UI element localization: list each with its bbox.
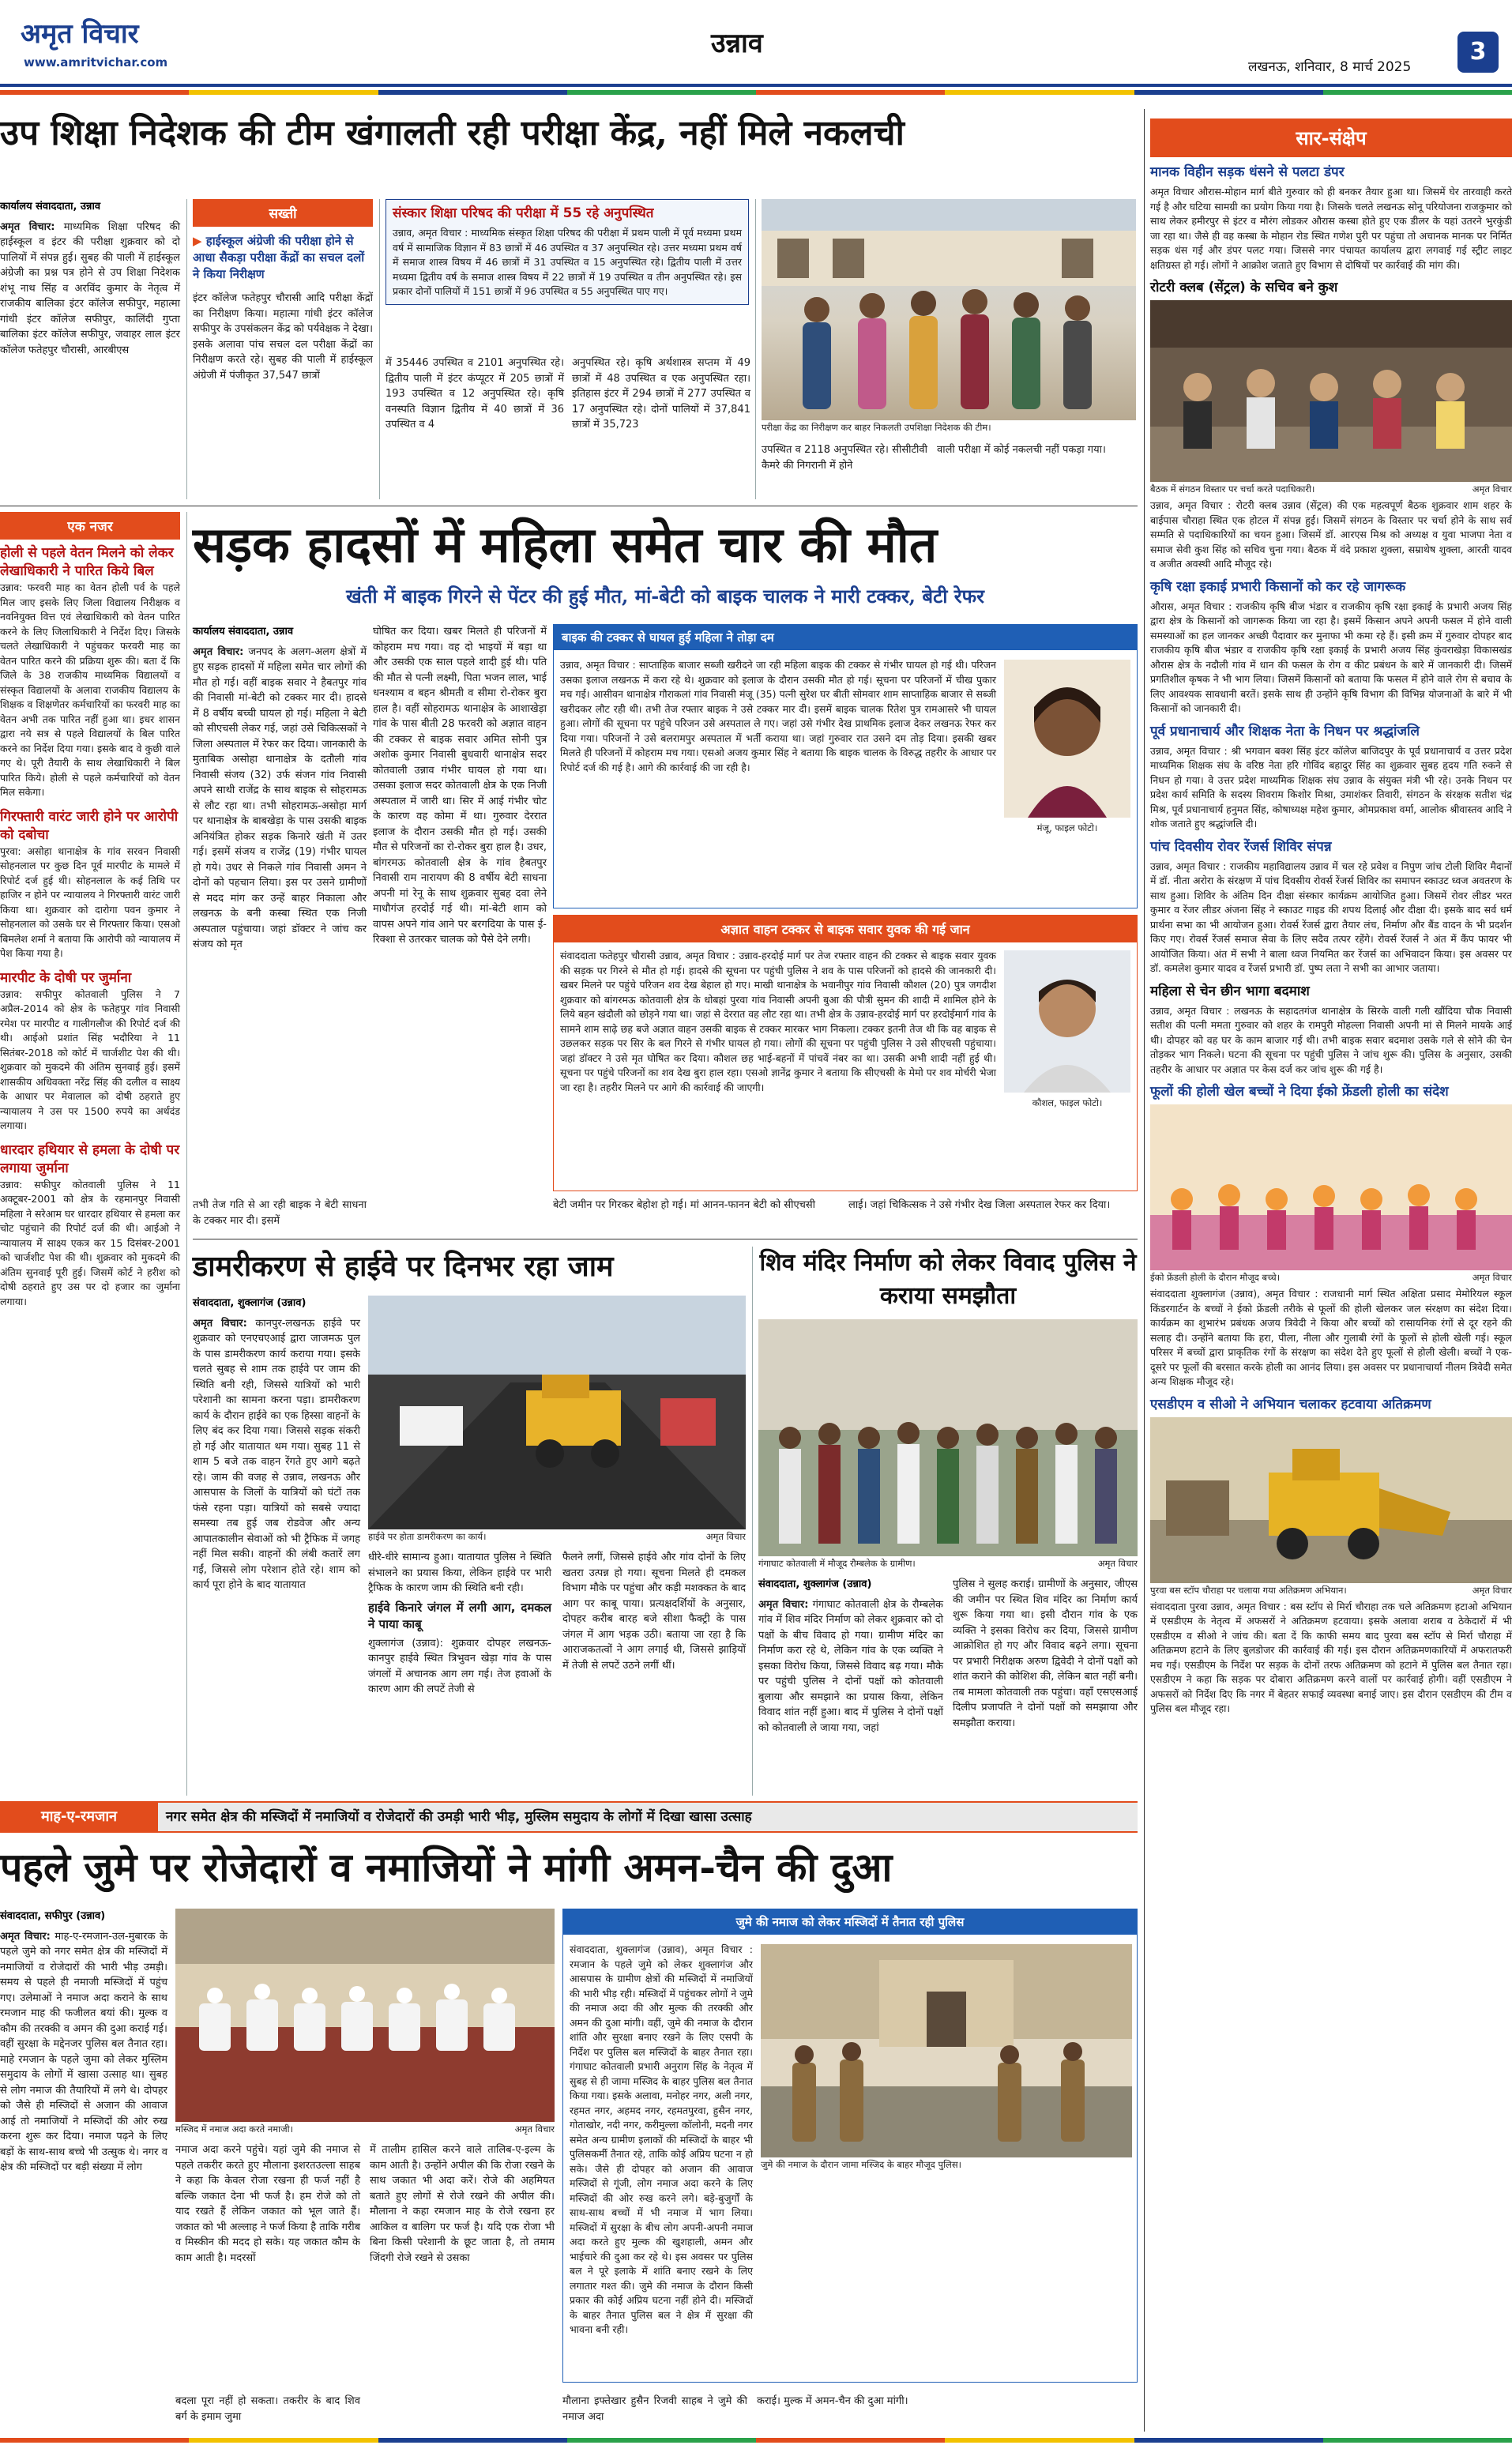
sakhti-tag: सख्ती [193,199,373,227]
exam-team-image [762,199,1136,420]
box2-unknown-vehicle [553,915,1138,1191]
story2-colD: बेटी जमीन पर गिरकर बेहोश हो गई। मां आनन-फानन बेटी को सीएचसी [553,1199,816,1211]
story3-caption: हाईवे पर होता डामरीकरण का कार्य। [368,1531,487,1542]
story1-headline: उप शिक्षा निदेशक की टीम खंगालती रही परीक्षा केंद्र, नहीं मिले नकलची [0,113,905,153]
bulldozer-image [1150,1417,1512,1583]
sar-head-8: एसडीएम व सीओ ने अभियान चलाकर हटवाया अतिक्रमण [1150,1396,1431,1412]
ek-nazar-head-1: होली से पहले वेतन मिलने को लेकर लेखाधिकारी ने पारित किये बिल [0,545,174,579]
story3-photo [368,1296,746,1529]
holi-caption-row [1150,1272,1512,1284]
color-strip-bottom [0,2438,1512,2443]
ek-nazar-column [0,512,180,1309]
holi-credit: अमृत विचार [1472,1272,1512,1283]
story3-subhead: हाईवे किनारे जंगल में लगी आग, दमकल ने पाया काबू [368,1600,551,1631]
ramzan-box-head: जुमे की नमाज को लेकर मस्जिदों में तैनात रही पुलिस [563,1909,1137,1935]
ramzan-tag: माह-ए-रमजान [0,1803,158,1831]
story2-colE: लाई। जहां चिकित्सक ने उसे गंभीर देख जिला अस्पताल रेफर कर दिया। [848,1199,1111,1211]
rotary-credit: अमृत विचार [1472,483,1512,495]
story1-col6: वाली परीक्षा में कोई नकलची नहीं पकड़ा गया। [937,444,1106,456]
rotary-meeting-image [1150,300,1512,482]
box1-photo [1004,660,1130,818]
sar-text-6: उन्नाव, अमृत विचार : लखनऊ के सहादतगंज थानाक्षेत्र के सिरके वाली गली खौंदिया चौक निवासी सतीश की पत्नी ममता गुरुवार को शहर के रामपुरी मोहल्ला निवासी अपनी मां से मिलने मायके आई थी। दोपहर को वह घर के काम बाजार गई थी। तभी बाइक सवार बदमाश उसके गले से सोने की चेन तोड़कर भाग निकले। घटना की सूचना पर पहुंची पुलिस ने जांच शुरू की। पुलिस के अनुसार, उसकी तहरीर के आधार पर अज्ञात पर केस दर्ज कर जांच शुरू की गई है। [1150,1004,1512,1075]
woman-portrait-icon [1004,660,1130,818]
sar-head-2: रोटरी क्लब (सेंट्रल) के सचिव बने कुश [1150,280,1338,295]
story5-tail3: कराई। मुल्क में अमन-चैन की दुआ मांगी। [757,2395,908,2407]
story4-credit: अमृत विचार [1097,1558,1138,1569]
man-portrait-icon [1004,950,1130,1093]
ek-nazar-head-3: मारपीट के दोषी पर जुर्माना [0,969,132,986]
story5-headline: पहले जुमे पर रोजेदारों व नमाजियों ने मांगी अमन-चैन की दुआ [0,1844,893,1890]
ek-nazar-text-3: उन्नाव: सफीपुर कोतवाली पुलिस ने 7 अप्रैल-2014 को क्षेत्र के फतेहपुर गांव निवासी रमेश पर मारपीट व गालीगलौज की रिपोर्ट दर्ज की थी। आईओ प्रशांत सिंह भदौरिया ने 11 सितंबर-2018 को कोर्ट में चार्जशीट पेश की थी। शुक्रवार को मुकदमे की अंतिम सुनवाई हुई। इसमें शासकीय अधिवक्ता नरेंद्र सिंह की दलील व साक्ष्य के आधार पर मेवालाल को दोषी ठहराते हुए न्यायालय ने उस पर 1500 रुपये का अर्थदंड लगाया। [0,987,180,1131]
sakhti-bullet: ▶ हाईस्कूल अंग्रेजी की परीक्षा होने से आधा सैकड़ा परीक्षा केंद्रों का सचल दलों ने किया निरीक्षण [193,234,365,281]
story2-colB: घोषित कर दिया। खबर मिलते ही परिजनों में कोहराम मच गया। वह दो भाइयों में बड़ा था और उसकी एक साल पहले शादी हुई थी। पति की मौत से पत्नी लक्ष्मी, पिता भजन लाल, भाई धनश्याम व बहन श्रीमती व सीमा रो-रोकर बुरा हाल है। वहीं सोहरामऊ थानाक्षेत्र के आशाखेड़ा गांव के पास बीती 28 फरवरी को अज्ञात वाहन की टक्कर से बाइक सवार अमित सोनी पुत्र अशोक कुमार निवासी बुधवारी थानाक्षेत्र सदर कोतवाली उन्नाव गंभीर घायल हो गया था। उसका इलाज सदर कोतवाली क्षेत्र के एक निजी अस्पताल में जारी था। सिर में आई गंभीर चोट के कारण वह कोमा में था। गुरुवार देररात इलाज के दौरान उसकी मौत हो गई। उसकी मौत से परिजनों का रो-रोकर बुरा हाल है। उधर, बांगरमऊ कोतवाली क्षेत्र के गांव हैबतपुर निवासी राम नारायण की 8 वर्षीय बेटी साधना अपनी मां रेनू के साथ शुक्रवार सुबह दवा लेने माधौगंज हरदोई गई थी। मां-बेटी शाम को वापस अपने गांव आने पर बरगदिया के पास ई-रिक्शा से उतरकर चालक को पैसे देने लगी। [373,626,547,946]
ek-nazar-text-4: उन्नाव: सफीपुर कोतवाली पुलिस ने 11 अक्टूबर-2001 को क्षेत्र के रहमानपुर निवासी महिला ने सरेआम घर धारदार हथियार से हमला कर चोट पहुंचाने की रिपोर्ट दर्ज की थी। आईओ ने न्यायालय में साक्ष्य एकत्र कर 15 दिसंबर-2001 को चार्जशीट पेश की थी। शुक्रवार को मुकदमे की अंतिम सुनवाई पूरी हुई। जिसमें कोर्ट ने हरीश को दोषी ठहराते हुए उस पर दो हजार का जुर्माना लगाया। [0,1178,180,1307]
kids-holi-image [1150,1104,1512,1270]
story1-photo-caption: परीक्षा केंद्र का निरीक्षण कर बाहर निकलती उपशिक्षा निदेशक की टीम। [762,422,991,433]
box1-injured-woman [553,624,1138,908]
story5-caption: मस्जिद में नमाज अदा करते नमाजी। [175,2123,293,2135]
color-strip-top [0,90,1512,95]
box1-text: उन्नाव, अमृत विचार : साप्ताहिक बाजार सब्जी खरीदने जा रही महिला बाइक की टक्कर से गंभीर घायल हो गई थी। परिजन उसका इलाज लखनऊ में करा रहे थे। शुक्रवार को इलाज के दौरान उसकी मौत हो गई। सूचना पर परिजनों में चीख पुकार मच गई। आसीवन थानाक्षेत्र गौराकलां गांव निवासी मंजू (35) पत्नी सुरेश घर बीती सोमवार शाम साप्ताहिक बाजार से सब्जी खरीदकर लौट रही थी। तभी तेज रफ्तार बाइक ने उसे टक्कर मार दी। इसमें बाइक चालक रितेश पुत्र रामआसरे भी घायल हुआ। लोगों की सूचना पर पहुंचे परिजन उसे अस्पताल ले गए। जहां उसे गंभीर देख प्राथमिक इलाज देकर लखनऊ रेफर कर दिया गया। परिजनों ने उसे बलरामपुर अस्पताल में भर्ती कराया था। जहां गुरुवार रात उसने दम तोड़ दिया। इसकी खबर मिलते ही परिजनों में कोहराम मच गया। एसओ अजय कुमार सिंह ने बताया कि बाइक चालक के विरुद्ध तहरीर के आधार पर रिपोर्ट दर्ज की गई है। आगे की कार्रवाई की जा रही है। [560,659,996,773]
story5-colB: नमाज अदा करने पहुंचे। यहां जुमे की नमाज से पहले तकरीर करते हुए मौलाना इशरतउल्ला साहब ने कहा कि केवल रोजा रखना ही फर्ज नहीं है बल्कि जकात देना भी फर्ज है। हम रोजे को तो याद रखते हैं लेकिन जकात को भूल जाते हैं। जकात को भी अल्लाह ने फर्ज किया है ताकि गरीब व मिस्कीन की मदद हो सके। यह जकात कौम के काम आती है। मदरसों [175,2144,360,2264]
story1-col3: में 35446 उपस्थित व 2101 अनुपस्थित रहे। द्वितीय पाली में इंटर कंप्यूटर में 205 छात्रों में 193 उपस्थित व 12 अनुपस्थित रहे। कृषि वनस्पति विज्ञान द्वितीय में 40 छात्रों में 36 उपस्थित व 4 [386,357,564,431]
story4-photo [758,1319,1138,1556]
encroachment-caption: पुरवा बस स्टॉप चौराहा पर चलाया गया अतिक्रमण अभियान। [1150,1584,1347,1596]
sar-head-6: महिला से चेन छीन भागा बदमाश [1150,983,1310,999]
sar-text-8: संवाददाता पुरवा उन्नाव, अमृत विचार : बस स्टॉप से मिर्रा चौराहा तक चले अतिक्रमण हटाओ अभियान में एसडीएम के नेतृत्व में अफसरों ने अतिक्रमण हटवाया। इसके अलावा शराब व ठेकेदारों में भी एसडीएम व सीओ ने जांच की। बता दें कि काफी समय बाद पुरवा बस स्टॉप से मिर्रा चौराहा में अतिक्रमण हटाने के लिए बुलडोजर की कार्रवाई की गई। इस दौरान अतिक्रमणकारियों में अफरातफरी मच गई। एसडीएम के निर्देश पर सड़क के दोनों तरफ अतिक्रमण को हटाने में पुलिस बल तैनात रहा। एसडीएम ने कहा कि सड़क पर दोबारा अतिक्रमण करने वालों पर कार्रवाई होगी। वहीं एसडीएम ने अफसरों को निर्देश दिए कि नगर में बेहतर सफाई व्यवस्था बनाई जाए। इस दौरान एसडीएम की टीम व पुलिस बल मौजूद रहा। [1150,1600,1512,1714]
ek-nazar-head-4: धारदार हथियार से हमला के दोषी पर लगाया जुर्माना [0,1142,180,1176]
story5-credit: अमृत विचार [514,2123,555,2135]
masthead [0,0,1512,87]
ramzan-box-caption: जुमे की नमाज के दौरान जामा मस्जिद के बाहर मौजूद पुलिस। [761,2159,961,2170]
ramzan-kicker: नगर समेत क्षेत्र की मस्जिदों में नमाजियों व रोजेदारों की उमड़ी भारी भीड़, मुस्लिम समुदाय के लोगों में दिखा खासा उत्साह [166,1809,752,1825]
dateline: लखनऊ, शनिवार, 8 मार्च 2025 [1248,59,1412,75]
ek-nazar-head-2: गिरफ्तारी वारंट जारी होने पर आरोपी को दबोचा [0,808,179,843]
ramzan-kicker-bar [0,1801,1138,1833]
story3-colB: धीरे-धीरे सामान्य हुआ। यातायात पुलिस ने स्थिति संभालने का प्रयास किया, लेकिन हाईवे पर भारी ट्रैफिक के कारण जाम की स्थिति बनी रही। हाईवे किनारे जंगल में लगी आग, दमकल ने पाया काबू शुक्लागंज (उन्नाव): शुक्रवार दोपहर लखनऊ-कानपुर हाईवे स्थित त्रिभुवन खेड़ा गांव के पास जंगलों में अचानक आग लग गई। तेज हवाओं के कारण आग की लपटें तेजी से [368,1552,551,1695]
sar-sankshep [1150,118,1512,1717]
sar-head-7: फूलों की होली खेल बच्चों ने दिया ईको फ्रेंडली होली का संदेश [1150,1084,1449,1100]
page-number: 3 [1457,32,1499,73]
sar-head-5: पांच दिवसीय रोवर रेंजर्स शिविर संपन्न [1150,838,1332,855]
story5-tail2: मौलाना इफ्तेखार हुसैन रिजवी साहब ने जुमे की नमाज अदा [562,2395,747,2423]
story4-caption: गंगाघाट कोतवाली में मौजूद रौम्बलेक के ग्रामीण। [758,1558,916,1569]
story5-colA: संवाददाता, सफीपुर (उन्नाव) अमृत विचार: माह-ए-रमजान-उल-मुबारक के पहले जुमे को नगर समेत क्षेत्र की मस्जिदों में नमाजियों व रोजेदारों की भारी भीड़ उमड़ी। समय से पहले ही नमाजी मस्जिदों में पहुंच गए। उलेमाओं ने नमाज अदा कराने के साथ रमजान माह की फजीलत बयां की। मुल्क व कौम की तरक्की व अमन की दुआ कराई गई। वहीं सुरक्षा के मद्देनजर पुलिस बल तैनात रहा। माहे रमजान के पहले जुमा को लेकर मुस्लिम समुदाय के लोगों में खासा उत्साह था। सुबह से लोग नमाज की तैयारियों में लगे थे। दोपहर को जैसे ही मस्जिदों से अजान की आवाज आई तो नमाजियों ने मस्जिदों की ओर रुख करना शुरू कर दिया। नमाज पढ़ने के लिए बड़ों के साथ-साथ बच्चे भी उत्सुक थे। नगर व क्षेत्र की मस्जिदों पर बड़ी संख्या में लोग [0,1910,167,2173]
encroachment-photo [1150,1417,1512,1583]
holi-caption: ईको फ्रेंडली होली के दौरान मौजूद बच्चे। [1150,1272,1281,1283]
sar-text-7: संवाददाता शुक्लागंज (उन्नाव), अमृत विचार : राजधानी मार्ग स्थित अक्षिता प्रसाद मेमोरियल स्कूल किंडरगार्टन के बच्चों ने ईको फ्रेंडली तरीके से फूलों की होली खेलकर जल संरक्षण का संदेश दिया। कार्यक्रम का शुभारंभ प्रबंधक अजय त्रिवेदी ने किया और बच्चों को रासायनिक रंगों से दूर रहने की सलाह दी। उन्होंने बताया कि हरा, पीला, नीला और गुलाबी रंगों के फूलों से होली खेली गई। स्कूल परिसर में बच्चों द्वारा प्राकृतिक रंगों के संरक्षण का संदेश देते हुए फूलों से होली खेली। बच्चों ने एक-दूसरे पर फूलों की बरसात करके होली का आनंद लिया। इस अवसर पर प्रधानाचार्या नीलम त्रिवेदी समेत अन्य शिक्षक मौजूद रहे। [1150,1288,1512,1387]
story5-colC: में तालीम हासिल करने वाले तालिब-ए-इल्म के काम आती है। उन्होंने अपील की कि रोजा रखने के साथ जकात भी अदा करें। रोजे की अहमियत बताते हुए लोगों से रोजे रखने की अपील की। मौलाना ने कहा रमजान माह के रोजे रखना हर आकिल व बालिग पर फर्ज है। यदि एक रोजा भी बिना किसी परेशानी के छूट जाता है, तो तमाम जिंदगी रोजे रखने से उसका [370,2144,555,2264]
story1-byline: कार्यालय संवाददाता, उन्नाव [0,201,101,213]
villagers-crowd-image [758,1319,1138,1556]
rotary-photo [1150,300,1512,482]
encroachment-caption-row [1150,1585,1512,1597]
ramzan-box-photo [761,1944,1132,2157]
ek-nazar-text-2: पुरवा: असोहा थानाक्षेत्र के गांव सरवन निवासी सोहनलाल पर कुछ दिन पूर्व मारपीट के मामले में रिपोर्ट दर्ज हुई थी। सोहनलाल के कई तिथि पर हाजिर न होने पर न्यायालय ने गिरफ्तारी वारंट जारी किया था। शुक्रवार को दारोगा पवन कुमार ने सोहनलाल को उसके घर से गिरफ्तार किया। एसओ बिमलेश शर्मा ने बताया कि आरोपी को न्यायालय में पेश किया गया है। [0,844,180,959]
sar-title: सार-संक्षेप [1150,118,1512,157]
story2-colC: तभी तेज गति से आ रही बाइक ने बेटी साधना के टक्कर मार दी। इसमें [193,1199,367,1227]
story4-headline: शिव मंदिर निर्माण को लेकर विवाद पुलिस ने कराया समझौता [759,1249,1137,1310]
box1-caption: मंजू, फाइल फोटो। [1036,822,1098,833]
holi-photo [1150,1104,1512,1270]
box2-head: अज्ञात वाहन टक्कर से बाइक सवार युवक की गई जान [554,916,1137,942]
ek-nazar-tag: एक नजर [0,512,180,540]
sar-head-1: मानक विहीन सड़क धंसने से पलटा डंपर [1150,164,1345,180]
sanskrit-box [386,199,749,305]
story5-tail1: बदला पूरा नहीं हो सकता। तकरीर के बाद शिव बर्ग के इमाम जुमा [175,2395,360,2423]
sar-text-4: उन्नाव, अमृत विचार : श्री भगवान बक्श सिंह इंटर कॉलेज बाजिदपुर के पूर्व प्रधानाचार्य व उत्तर प्रदेश माध्यमिक शिक्षक संघ के वरिष्ठ नेता हरि गोविंद बहादुर सिंह का शुक्रवार सुबह हृदय गति रुकने से निधन हो गया। वे उत्तर प्रदेश माध्यमिक शिक्षक संघ उन्नाव के संयुक्त मंत्री भी रहे। उनके निधन पर प्रदेश कार्य समिति के सदस्य शिवराम किशोर मिश्रा, उमाशंकर तिवारी, संगठन के संरक्षक सतीश चंद्र मिश्र, पूर्व प्रधानाचार्य हनुमत सिंह, कोषाध्यक्ष महेश कुमार, ओमप्रकाश वर्मा, आलोक श्रीवास्तव आदि ने शोक जताते हुए श्रद्धांजलि दी। [1150,744,1512,829]
story3-credit: अमृत विचार [705,1531,746,1542]
mosque-prayer-image [175,1909,555,2122]
police-outside-mosque-image [761,1944,1132,2157]
sar-head-4: पूर्व प्रधानाचार्य और शिक्षक नेता के निधन पर श्रद्धांजलि [1150,723,1420,739]
story2-colA: कार्यालय संवाददाता, उन्नाव अमृत विचार: जनपद के अलग-अलग क्षेत्रों में हुए सड़क हादसों में महिला समेत चार लोगों की मौत हो गई। वहीं बाइक सवार ने हैबतपुर गांव की निवासी मां-बेटी को टक्कर मार दी। हादसे में 8 वर्षीय बच्ची घायल हो गई। महिला ने बेटी को सीएचसी लेकर गई, जहां उसे चिकित्सकों ने जिला अस्पताल में रेफर कर दिया। जानकारी के मुताबिक असोहा थानाक्षेत्र के दतौली गांव निवासी संजय (32) उर्फ संजन गांव निवासी अपने साथी राजेंद्र के साथ बाइक से सोहरामऊ से लौट रहा था। तभी सोहरामऊ-असोहा मार्ग पर थानाक्षेत्र के बाबखेड़ा के पास उसकी बाइक अनियंत्रित होकर सड़क किनारे खंती में उतर गई। इसमें संजय व राजेंद्र (19) गंभीर घायल हो गये। उधर से निकले गांव निवासी अमन ने दोनों को पहचान लिया। इस पर उसने ग्रामीणों से मदद मांग कर उन्हें बाहर निकाला और लखनऊ के बनी कस्बा स्थित एक निजी अस्पताल पहुंचाया। जहां डॉक्टर ने जांच कर संजय को मृत [193,626,367,950]
sar-text-1: अमृत विचार औरास-मोहान मार्ग बीते गुरुवार को ही बनकर तैयार हुआ था। जिसमें घेर तारवाही करते गई है और घटिया सामग्री का प्रयोग किया गया है। जिसके चलते लखनऊ सोनू परियोजना राजकुमार को साथ लेकर हमीरपुर से इंटर व मौरंग लोडकर औरास कस्बा होते हुए एक डीलर के यहां उतरने भुरकुंडी जा रहा था। जैसे ही वह कस्बा के मोहान रोड स्थित गणेश पुरी पर पहुंचा तो अचानक मानक पर निर्मित सड़क धंस गई और डंपर पलट गया। जिससे नगर पंचायत कार्यालय द्वारा लगवाई गई स्ट्रीट लाइट क्षतिग्रस्त हो गई। लोगों ने आक्रोश जताते हुए विभाग से दोषियों पर कार्रवाई की मांग की। [1150,186,1512,271]
road-tarring-image [368,1296,746,1529]
box1-head: बाइक की टक्कर से घायल हुई महिला ने तोड़ा दम [554,625,1137,650]
story1-col2: सख्ती ▶ हाईस्कूल अंग्रेजी की परीक्षा होने से आधा सैकड़ा परीक्षा केंद्रों का सचल दलों ने किया निरीक्षण इंटर कॉलेज फतेहपुर चौरासी आदि परीक्षा केंद्रों का निरीक्षण किया। महात्मा गांधी इंटर कॉलेज सफीपुर के उपसंकलन केंद्र को पर्यवेक्षक ने देखा। इसके अलावा पांच सचल दल परीक्षा केंद्रों का निरीक्षण करते रहे। सुबह की पाली में हाईस्कूल अंग्रेजी में पंजीकृत 37,547 छात्रों [193,199,373,383]
brand-logo: अमृत विचार [21,18,139,50]
sanskrit-text: उन्नाव, अमृत विचार : माध्यमिक संस्कृत शिक्षा परिषद की परीक्षा में प्रथम पाली में पूर्व मध्यमा प्रथम वर्ष में सामाजिक विज्ञान में 83 छात्रों में 46 उपस्थित व 37 अनुपस्थित रहे। उत्तर मध्यमा प्रथम वर्ष में समाज शास्त्र विषय में 46 छात्रों में 31 उपस्थित व 15 अनुपस्थित रहे। द्वितीय पाली में उत्तर मध्यमा द्वितीय वर्ष के समाज शास्त्र विषय में 22 छात्रों में 19 उपस्थित व तीन अनुपस्थित रहे। इस प्रकार दोनों पालियों में 151 छात्रों में 96 उपस्थित व 55 अनुपस्थित पाए गए। [393,227,742,297]
story3-headline: डामरीकरण से हाईवे पर दिनभर रहा जाम [193,1250,614,1283]
rotary-caption-row [1150,483,1512,495]
sar-text-2: उन्नाव, अमृत विचार : रोटरी क्लब उन्नाव (सेंट्रल) की एक महत्वपूर्ण बैठक शुक्रवार शाम शहर के बाईपास चौराहा स्थित एक होटल में संपन्न हुई। जिसमें संगठन के विस्तार पर चर्चा होने के साथ सर्व सम्मति से पदाधिकारियों का चयन हुआ। जिसमें डॉ. आरएस मिश्र को अध्यक्ष व युवा भाजपा नेता व समाज सेवी कुश सिंह को सचिव चुना गया। बैठक में वंदे प्रकाश शुक्ला, सम्राथेष शुक्ला, आरती यादव व अजीत अवस्थी आदि मौजूद रहे। [1150,499,1512,570]
story1-col4: अनुपस्थित रहे। कृषि अर्थशास्त्र सप्तम में 49 छात्रों में 48 उपस्थित व एक अनुपस्थित रहा। इतिहास इंटर में 294 छात्रों में 277 उपस्थित व 17 अनुपस्थित रहे। दोनों पालियों में 37,841 छात्रों में 35,723 [572,357,750,431]
rotary-caption: बैठक में संगठन विस्तार पर चर्चा करते पदाधिकारी। [1150,483,1315,495]
story2-subhead: खंती में बाइक गिरने से पेंटर की हुई मौत, मां-बेटी को बाइक चालक ने मारी टक्कर, बेटी रेफर [346,585,984,607]
story2-headline: सड़क हादसों में महिला समेत चार की मौत [193,516,938,574]
story1-col5: उपस्थित व 2118 अनुपस्थित रहे। सीसीटीवी कैमरे की निगरानी में होने [762,444,927,472]
ramzan-police-box [562,1909,1138,2383]
story3-colA: संवाददाता, शुक्लागंज (उन्नाव) अमृत विचार: कानपुर-लखनऊ हाईवे पर शुक्रवार को एनएचएआई द्वारा जाजमऊ पुल के पास डामरीकरण कार्य कराया गया। इसके चलते सुबह से शाम तक हाईवे पर जाम की स्थिति बनी रही, जिससे यात्रियों को भारी परेशानी का सामना करना पड़ा। डामरीकरण कार्य के दौरान हाईवे का एक हिस्सा वाहनों के लिए बंद कर दिया गया। जिससे सड़क संकरी हो गई और यातायात थम गया। सुबह 11 से शाम 5 बजे तक वाहन रेंगते हुए आगे बढ़ते रहे। जाम की वजह से उन्नाव, लखनऊ और आसपास के जिलों के यात्रियों को घंटों तक फंसे रहना पड़ा। यात्रियों को सबसे ज्यादा समस्या तब हुई जब रोडवेज और अन्य आपातकालीन सेवाओं को भी ट्रैफिक में जगह नहीं मिल सकी। वाहनों की लंबी कतारें लग गईं, जिससे लोग परेशान होते रहे। शाम को कार्य पूरा होने के बाद यातायात [193,1297,360,1591]
story4-colB: पुलिस ने सुलह कराई। ग्रामीणों के अनुसार, जीएस की जमीन पर स्थित शिव मंदिर का निर्माण कार्य शुरू किया गया था। इसी दौरान गांव के एक व्यक्ति ने इसका विरोध कर दिया, जिससे ग्रामीण आक्रोशित हो गए और विवाद बढ़ने लगा। सूचना पर प्रभारी निरीक्षक अरुण द्विवेदी ने दोनों पक्षों को शांत कराने की कोशिश की, लेकिन बात नहीं बनी। तब मामला कोतवाली तक पहुंचा। वहाँ एसएसआई दिलीप प्रजापति ने दोनों पक्षों को समझाया और समझौता कराया। [953,1578,1138,1729]
brand-url[interactable]: www.amritvichar.com [24,55,168,70]
story1-col1: कार्यालय संवाददाता, उन्नाव अमृत विचार: माध्यमिक शिक्षा परिषद की हाईस्कूल व इंटर की परीक्षा शुक्रवार को दो पालियों में संपन्न हुई। सुबह की पाली में हाईस्कूल अंग्रेजी का प्रश्न पत्र होने से उप शिक्षा निदेशक शंभू नाथ सिंह व अरविंद कुमार के नेतृत्व में राजकीय बालिका इंटर कॉलेज सफीपुर, महात्मा गांधी इंटर कॉलेज सफीपुर, कालिंदी गुप्ता बालिका इंटर कॉलेज सफीपुर, जवाहर लाल इंटर कॉलेज फतेहपुर चौरासी, आरबीएस [0,201,180,356]
sar-text-3: औरास, अमृत विचार : राजकीय कृषि बीज भंडार व राजकीय कृषि रक्षा इकाई के प्रभारी अजय सिंह द्वारा क्षेत्र के किसानों को जागरूक किया जा रहा है। इसमें किसान अपने अपनी फसल में होने वाली समस्याओं का हल जानकर अच्छी पैदावार कर मुनाफा भी कमा रहे हैं। इसी क्रम में गुरुवार दोपहर बाद राजकीय कृषि बीज भंडार व राजकीय कृषि रक्षा इकाई के प्रभारी अजय सिंह कुंवराखेड़ा विकासखंड औरास क्षेत्र के नदौली गांव में धान की फसल के रोग व कीट प्रबंधन के बारे में जानकारी दी। जिसमें प्रगतिशील कृषक ने भी भाग लिया। जिसमें किसानों को बताया कि फसल में होने वाले रोग से बचाव के लिए आवश्यक सावधानी बरतें। इसके साथ ही उन्होंने कृषि विभाग की विभिन्न योजनाओं के बारे में भी किसानों को जानकारी दी। [1150,600,1512,714]
story3-colC: फैलने लगीं, जिससे हाईवे और गांव दोनों के लिए खतरा उत्पन्न हो गया। सूचना मिलते ही दमकल विभाग मौके पर पहुंचा और कड़ी मशक्कत के बाद आग पर काबू पाया। प्रत्यक्षदर्शियों के अनुसार, दोपहर करीब बारह बजे सीशा फैक्ट्री के पास जंगल में आग भड़क उठी। बताया जा रहा है कि आराजकतत्वों ने आग लगाई थी, जिससे झाड़ियों में तेजी से लपटें उठने लगीं थीं। [562,1552,746,1672]
sar-text-5: उन्नाव, अमृत विचार : राजकीय महाविद्यालय उन्नाव में चल रहे प्रवेश व निपुण जांच टोली शिविर मैदानों में डॉ. नीता अरोरा के संरक्षण में पांच दिवसीय रोवर्स रेंजर्स शिविर का समापन स्काउट ध्वज अवतरण के साथ हुआ। शिविर के अंतिम दिन दीक्षा संस्कार कार्यक्रम आयोजित हुआ। जिसमें रोवर लीडर भरत कुमार व रेंजर लीडर अंजना सिंह ने स्काउट गाइड की शपथ दिलाई और दीक्षा दी। इसके बाद सर्व धर्म प्रार्थना सभा का भी आयोजन हुआ। रोवर्स रेंजर्स द्वारा तैयार लंच, निर्माण और बैंड वादन के भी प्रदर्शन किए गए। रोवर्स रेंजर्स समाज सेवा के लिए सदैव तत्पर रहेंगे। रोवर्स रेंजर्स ने अंत में कैंप फायर भी आयोजित किया। अंत में सभी ने बाला ध्वज नियमित कर रेंजर्स का अभिवादन किया। इस अवसर पर डॉ. कमलेश कुमार यादव व रेंजर्स प्रभारी डॉ. पुष्प लता ने सभी का आभार जताया। [1150,860,1512,974]
section-title: उन्नाव [711,28,763,59]
story5-photo [175,1909,555,2122]
box2-photo [1004,950,1130,1093]
sanskrit-head: संस्कार शिक्षा परिषद की परीक्षा में 55 रहे अनुपस्थित [393,205,654,221]
story4-colA: संवाददाता, शुक्लागंज (उन्नाव) अमृत विचार: गंगाघाट कोतवाली क्षेत्र के रौम्बलेक गांव में शिव मंदिर निर्माण को लेकर शुक्रवार को दो पक्षों के बीच विवाद हो गया। ग्रामीण मंदिर का निर्माण करा रहे थे, लेकिन गांव के एक व्यक्ति ने इसका विरोध किया, जिससे विवाद बढ़ गया। मौके पर पहुंची पुलिस ने दोनों पक्षों को कोतवाली बुलाया और समझाने का प्रयास किया, लेकिन विवाद शांत नहीं हुआ। बाद में पुलिस ने दोनों पक्षों को कोतवाली ले जाया गया, जहां [758,1578,943,1734]
encroachment-credit: अमृत विचार [1472,1584,1512,1596]
ramzan-box-text-part: संवाददाता, शुक्लागंज (उन्नाव), अमृत विचार : रमजान के पहले जुमे को लेकर शुक्लागंज और आसपास के ग्रामीण क्षेत्रों की मस्जिदों में नमाजियों की भारी भीड़ रही। मस्जिदों में पहुंचकर लोगों ने जुमे की नमाज अदा की और मुल्क की तरक्की और अमन की दुआ मांगी। वहीं, जुमे की नमाज के दौरान शांति और सुरक्षा बनाए रखने के लिए एसपी के निर्देश पर पुलिस बल मस्जिदों के बाहर तैनात रहा। गंगाघाट कोतवाली प्रभारी अनुराग सिंह के नेतृत्व में सुबह से ही जामा मस्जिद के बाहर पुलिस बल तैनात किया गया। इसके अलावा, मनोहर नगर, अली नगर, रहमत नगर, अहमद नगर, रहमतपुरवा, हुसैन नगर, गोताखोर, नदी नगर, करीमुल्ला कॉलोनी, मदनी नगर समेत अन्य ग्रामीण इलाकों की मस्जिदों के बाहर भी पुलिसकर्मी तैनात रहे, ताकि कोई अप्रिय घटना न हो सके। जैसे ही दोपहर को अजान की आवाज मस्जिदों से गूंजी, लोग नमाज अदा करने के लिए मस्जिदों की ओर रुख करने लगे। बड़े-बुजुर्गों के साथ-साथ बच्चों में भी नमाज में भाग लिया। मस्जिदों में सुरक्षा के बीच लोग अपनी-अपनी नमाज अदा करते हुए मुल्क की खुशहाली, अमन और भाईचारे की दुआ कर रहे थे। इस अवसर पर पुलिस बल ने पूरे इलाके में शांति बनाए रखने के लिए लगातार गश्त की। जुमे की नमाज के दौरान किसी प्रकार की कोई अप्रिय घटना नहीं होने दी। मस्जिदों के बाहर तैनात पुलिस बल ने क्षेत्र में सुरक्षा की भावना बनी रही। [570,1943,753,2335]
ek-nazar-text-1: उन्नाव: फरवरी माह का वेतन होली पर्व के पहले मिल जाए इसके लिए जिला विद्यालय निरीक्षक व नवनियुक्त वित्त एवं लेखाधिकारी को वेतन पारित करने के लिए जिलाधिकारी ने निर्देश दिए। जिसके चलते लेखाधिकारी ने पहुंचकर फरवरी माह का वेतन पारित करने की प्रक्रिया शुरू की। बता दें कि जिले के 38 राजकीय माध्यमिक विद्यालयों व संस्कृत विद्यालयों के अलावा राजकीय विद्यालय के शिक्षक व शिक्षणेतर कर्मचारियों का फरवरी माह का वेतन अभी तक पारित नहीं हुआ था। इधर शासन द्वारा नये सत्र से पहले विद्यालयों के बिल पारित करने का निर्देश दिया गया। इसके बाद वे कुछी वाले गए थे। पूरी तैयारी के साथ लेखाधिकारी ने बिल पारित किये। होली से पहले कर्मचारियों को वेतन मिल सकेगा। [0,581,180,798]
sar-head-3: कृषि रक्षा इकाई प्रभारी किसानों को कर रहे जागरूक [1150,578,1406,595]
story1-photo [762,199,1136,420]
box2-caption: कौशल, फाइल फोटो। [1032,1097,1103,1108]
box2-text: संवाददाता फतेहपुर चौरासी उन्नाव, अमृत विचार : उन्नाव-हरदोई मार्ग पर तेज रफ्तार वाहन की टक्कर से बाइक सवार युवक की सड़क पर गिरने से मौत हो गई। हादसे की सूचना पर पहुंची पुलिस ने शव के पास परिजनों को हादसे की जानकारी दी। खबर मिलने पर पहुंचे परिजन शव देख बेहाल हो गए। माखी थानाक्षेत्र के भवानीपुर गांव निवासी कौशल (20) पुत्र जगदीश शुक्रवार को बांगरमऊ कोतवाली क्षेत्र के धोबहां पुरवा गांव निवासी अपनी बुआ की पौत्री सुमन की शादी में शामिल होने के लिये बहन खंदौली को छोड़ने गया था। जहां से देररात वह लौट रहा था। तभी क्षेत्र के उन्नाव-हरदोई मार्ग पर हरदोईमार्ग गांव के सामने शाम साढ़े छह बजे अज्ञात वाहन उसकी बाइक से टक्कर मारकर भाग निकला। टक्कर इतनी तेज थी कि वह बाइक से उछलकर सड़क पर सिर के बल गिरने से गंभीर घायल हो गया। लोगों की सूचना पर पहुंची पुलिस ने उसे सीएचसी पहुंचाया। जहां डॉक्टर ने उसे मृत घोषित कर दिया। कौशल छह भाई-बहनों में पांचवें नंबर का था। उसकी अभी शादी नहीं हुई थी। सूचना पर पहुंचे परिजनों का शव देख बुरा हाल रहा। एसओ ज्ञानेंद्र कुमार ने बताया कि सीएचसी के मेमो पर शव मोर्चरी भेजा जा रहा है। तहरीर मिलने पर आगे की कार्रवाई की जाएगी। [560,950,996,1093]
